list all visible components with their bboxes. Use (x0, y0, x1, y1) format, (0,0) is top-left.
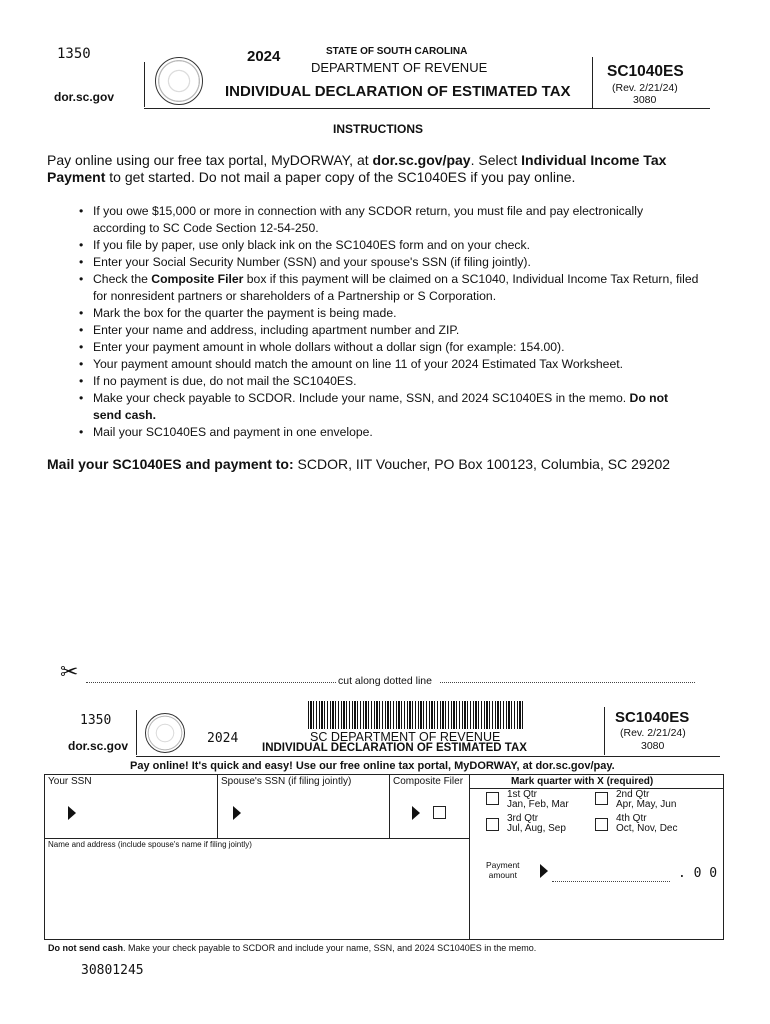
list-item: • If you owe $15,000 or more in connection with any SCDOR return, you must file and pay electronically according to SC Code Section 12-54-250. (79, 203, 699, 237)
quarter-2-checkbox[interactable] (595, 792, 608, 805)
list-item: • If no payment is due, do not mail the SC1040ES. (79, 373, 699, 390)
voucher-divider-left (136, 710, 137, 755)
instructions-list (79, 203, 699, 441)
arrow-right-icon (68, 806, 76, 820)
quarter-1-label: 1st Qtr Jan, Feb, Mar (507, 789, 569, 810)
grid-line (44, 838, 470, 839)
instructions-intro (47, 152, 707, 186)
voucher-revision: (Rev. 2/21/24) (620, 727, 686, 739)
voucher-title: INDIVIDUAL DECLARATION OF ESTIMATED TAX (262, 742, 527, 754)
voucher-site-url: dor.sc.gov (68, 739, 129, 753)
pay-online-banner: Pay online! It's quick and easy! Use our free online tax portal, MyDORWAY, at dor.sc.gov/pay. (130, 760, 615, 772)
footer-warning: Do not send cash (48, 943, 124, 953)
your-ssn-label: Your SSN (48, 776, 92, 787)
list-item: • Enter your payment amount in whole dollars without a dollar sign (for example: 154.00). (79, 339, 699, 356)
quarter-4-checkbox[interactable] (595, 818, 608, 831)
quarter-2-label: 2nd Qtr Apr, May, Jun (616, 789, 677, 810)
state-name: STATE OF SOUTH CAROLINA (326, 46, 468, 57)
payment-cents: . 0 0 (678, 866, 718, 881)
voucher-footer (48, 943, 536, 953)
list-item: • Enter your Social Security Number (SSN) and your spouse's SSN (if filing jointly). (79, 254, 699, 271)
voucher-form-code: 1350 (80, 713, 112, 728)
header-rule (144, 108, 710, 109)
list-item: • If you file by paper, use only black ink on the SC1040ES form and on your check. (79, 237, 699, 254)
site-url: dor.sc.gov (54, 90, 115, 104)
quarter-3-checkbox[interactable] (486, 818, 499, 831)
voucher-seal-icon (145, 713, 185, 753)
quarter-4-label: 4th Qtr Oct, Nov, Dec (616, 813, 678, 834)
voucher-header-rule (136, 756, 720, 757)
quarter-1-checkbox[interactable] (486, 792, 499, 805)
voucher-department: SC DEPARTMENT OF REVENUE (310, 730, 501, 744)
footer-text: . Make your check payable to SCDOR and include your name, SSN, and 2024 SC1040ES in the memo. (123, 943, 537, 953)
list-item: • Enter your name and address, including apartment number and ZIP. (79, 322, 699, 339)
barcode-icon (308, 701, 524, 729)
quarter-3-label: 3rd Qtr Jul, Aug, Sep (507, 813, 566, 834)
grid-line (217, 774, 218, 838)
grid-line (469, 774, 470, 940)
instructions-heading: INSTRUCTIONS (333, 122, 423, 136)
name-address-label: Name and address (include spouse's name if filing jointly) (48, 840, 252, 849)
header-divider-left (144, 62, 145, 107)
intro-text-3: to get started. Do not mail a paper copy of the SC1040ES if you pay online. (105, 169, 576, 185)
list-item: • Mail your SC1040ES and payment in one envelope. (79, 424, 699, 441)
cut-line-right (440, 682, 695, 683)
voucher-form-number: 3080 (641, 740, 665, 752)
intro-text-1: Pay online using our free tax portal, MyDORWAY, at (47, 152, 373, 168)
list-item: • Make your check payable to SCDOR. Include your name, SSN, and 2024 SC1040ES in the memo. Do not send cash. (79, 390, 699, 424)
header-divider-right (592, 57, 593, 109)
state-seal-icon (155, 57, 203, 105)
payment-amount-input[interactable] (552, 862, 670, 882)
voucher-year: 2024 (207, 731, 239, 746)
form-year: 2024 (247, 48, 281, 65)
list-item: • Check the Composite Filer box if this payment will be claimed on a SC1040, Individual Income Tax Return, filed for nonresident partners or shareholders of a Partnership or S Corporation. (79, 271, 699, 305)
form-title: INDIVIDUAL DECLARATION OF ESTIMATED TAX (225, 83, 571, 100)
mail-address: SCDOR, IIT Voucher, PO Box 100123, Columbia, SC 29202 (293, 456, 671, 472)
intro-pay-link[interactable]: dor.sc.gov/pay (372, 152, 471, 168)
composite-filer-checkbox[interactable] (433, 806, 446, 819)
arrow-right-icon (233, 806, 241, 820)
cut-line-left (86, 682, 336, 683)
list-item: • Mark the box for the quarter the payment is being made. (79, 305, 699, 322)
form-number: 3080 (633, 94, 657, 106)
intro-text-2: . Select (470, 152, 522, 168)
payment-amount-label: Payment amount (486, 860, 520, 880)
cut-line-label: cut along dotted line (338, 675, 432, 687)
your-ssn-input[interactable] (80, 792, 214, 832)
form-code: 1350 (57, 46, 91, 62)
department-name: DEPARTMENT OF REVENUE (311, 60, 488, 75)
form-id: SC1040ES (607, 63, 684, 80)
spouse-ssn-input[interactable] (245, 792, 385, 832)
list-item: • Your payment amount should match the amount on line 11 of your 2024 Estimated Tax Worksheet. (79, 356, 699, 373)
mailing-instructions (47, 456, 670, 472)
composite-filer-label: Composite Filer (393, 776, 464, 787)
grid-line (389, 774, 390, 838)
scan-code: 30801245 (81, 963, 144, 978)
scissors-icon: ✂ (60, 659, 79, 684)
arrow-right-icon (412, 806, 420, 820)
name-address-input[interactable] (48, 852, 466, 936)
spouse-ssn-label: Spouse's SSN (if filing jointly) (221, 776, 352, 787)
arrow-right-icon (540, 864, 548, 878)
mail-label: Mail your SC1040ES and payment to: (47, 456, 294, 472)
voucher-form-id: SC1040ES (615, 709, 690, 726)
revision-date: (Rev. 2/21/24) (612, 82, 678, 94)
intro-payment-type: Individual Income Tax Payment (47, 152, 667, 185)
quarter-heading: Mark quarter with X (required) (511, 776, 654, 787)
voucher-divider-right (604, 707, 605, 755)
